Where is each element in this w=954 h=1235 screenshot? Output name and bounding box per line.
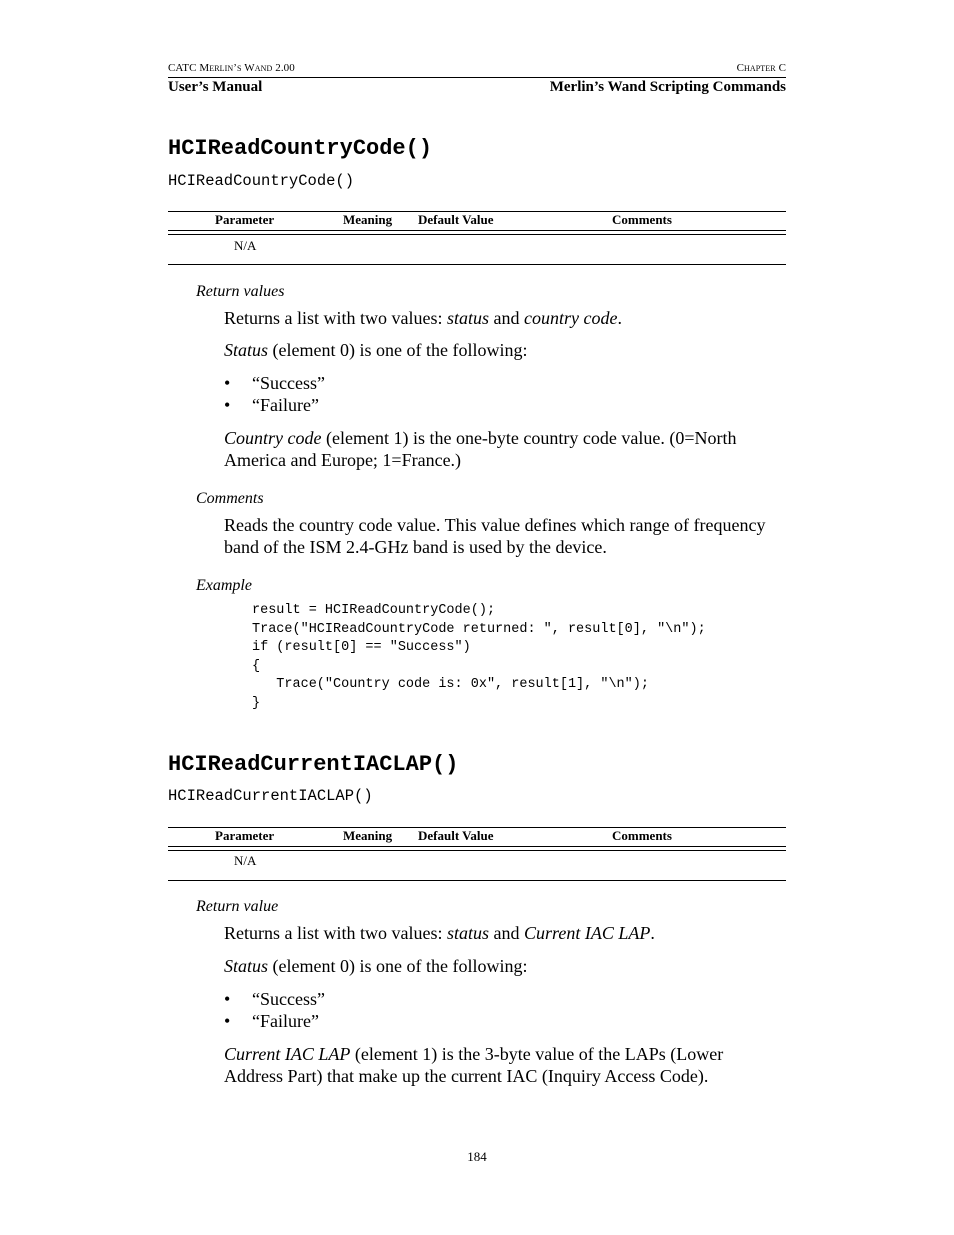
page-number: 184 bbox=[467, 1149, 487, 1164]
code-line: Trace("Country code is: 0x", result[1], "\n"); bbox=[252, 677, 649, 693]
code-line: Trace("HCIReadCountryCode returned: ", result[0], "\n"); bbox=[252, 621, 706, 637]
th-parameter: Parameter bbox=[215, 828, 275, 843]
section1-return-label: Return values bbox=[196, 283, 285, 300]
list-item: • “Failure” bbox=[224, 395, 319, 415]
code-line: result = HCIReadCountryCode(); bbox=[252, 603, 496, 618]
table-rule bbox=[168, 230, 786, 231]
table-rule bbox=[168, 880, 786, 881]
table-rule bbox=[168, 264, 786, 265]
header-product: CATC Merlin’s Wand 2.00 bbox=[168, 62, 295, 74]
section2-return-intro: Returns a list with two values: status and Current IAC LAP. bbox=[224, 923, 655, 943]
table-rule bbox=[168, 234, 786, 235]
section2-element1: Current IAC LAP (element 1) is the 3-byte value of the LAPs (Lower Address Part) that make up the current IAC (Inquiry Access Code). bbox=[224, 1044, 724, 1086]
th-default-value: Default Value bbox=[418, 212, 494, 227]
code-line: if (result[0] == "Success") bbox=[252, 640, 471, 656]
section1-title: HCIReadCountryCode() bbox=[168, 136, 433, 161]
section2-title: HCIReadCurrentIACLAP() bbox=[168, 752, 459, 777]
section2-return-label: Return value bbox=[196, 898, 279, 915]
section2-parameter-table bbox=[168, 827, 786, 881]
code-line: { bbox=[252, 658, 261, 674]
th-comments: Comments bbox=[612, 828, 672, 843]
header-chapter-title: Merlin’s Wand Scripting Commands bbox=[549, 79, 786, 95]
code-line: } bbox=[252, 695, 261, 711]
section2-status-line: Status (element 0) is one of the following: bbox=[224, 956, 528, 976]
table-rule bbox=[168, 846, 786, 847]
table-rule bbox=[168, 850, 786, 851]
list-item: • “Success” bbox=[224, 989, 325, 1009]
section1-element1: Country code (element 1) is the one-byte country code value. (0=North America and Europe; 1=France.) bbox=[224, 428, 737, 470]
th-comments: Comments bbox=[612, 212, 672, 227]
param-cell: N/A bbox=[234, 853, 257, 868]
list-item: • “Failure” bbox=[224, 1011, 319, 1031]
section1-return-intro: Returns a list with two values: status and country code. bbox=[224, 308, 622, 328]
th-meaning: Meaning bbox=[343, 212, 393, 227]
section1-signature: HCIReadCountryCode() bbox=[168, 172, 355, 190]
header-manual: User’s Manual bbox=[168, 79, 263, 95]
section1-example-label: Example bbox=[196, 577, 252, 594]
section1-comments-label: Comments bbox=[196, 490, 264, 507]
section1-status-line: Status (element 0) is one of the following: bbox=[224, 340, 528, 360]
list-item: • “Success” bbox=[224, 373, 325, 393]
param-cell: N/A bbox=[234, 238, 257, 253]
running-header-top bbox=[168, 62, 786, 76]
section1-code-block bbox=[252, 602, 706, 714]
running-header-bottom bbox=[168, 79, 786, 97]
section1-comments-text: Reads the country code value. This value defines which range of frequency band of the ISM 2.4-GHz band is used by the device. bbox=[224, 515, 766, 557]
header-chapter: Chapter C bbox=[736, 62, 786, 74]
section1-parameter-table bbox=[168, 211, 786, 265]
section2-signature: HCIReadCurrentIACLAP() bbox=[168, 787, 373, 805]
th-parameter: Parameter bbox=[215, 212, 275, 227]
th-default-value: Default Value bbox=[418, 828, 494, 843]
header-rule bbox=[168, 77, 786, 78]
th-meaning: Meaning bbox=[343, 828, 393, 843]
